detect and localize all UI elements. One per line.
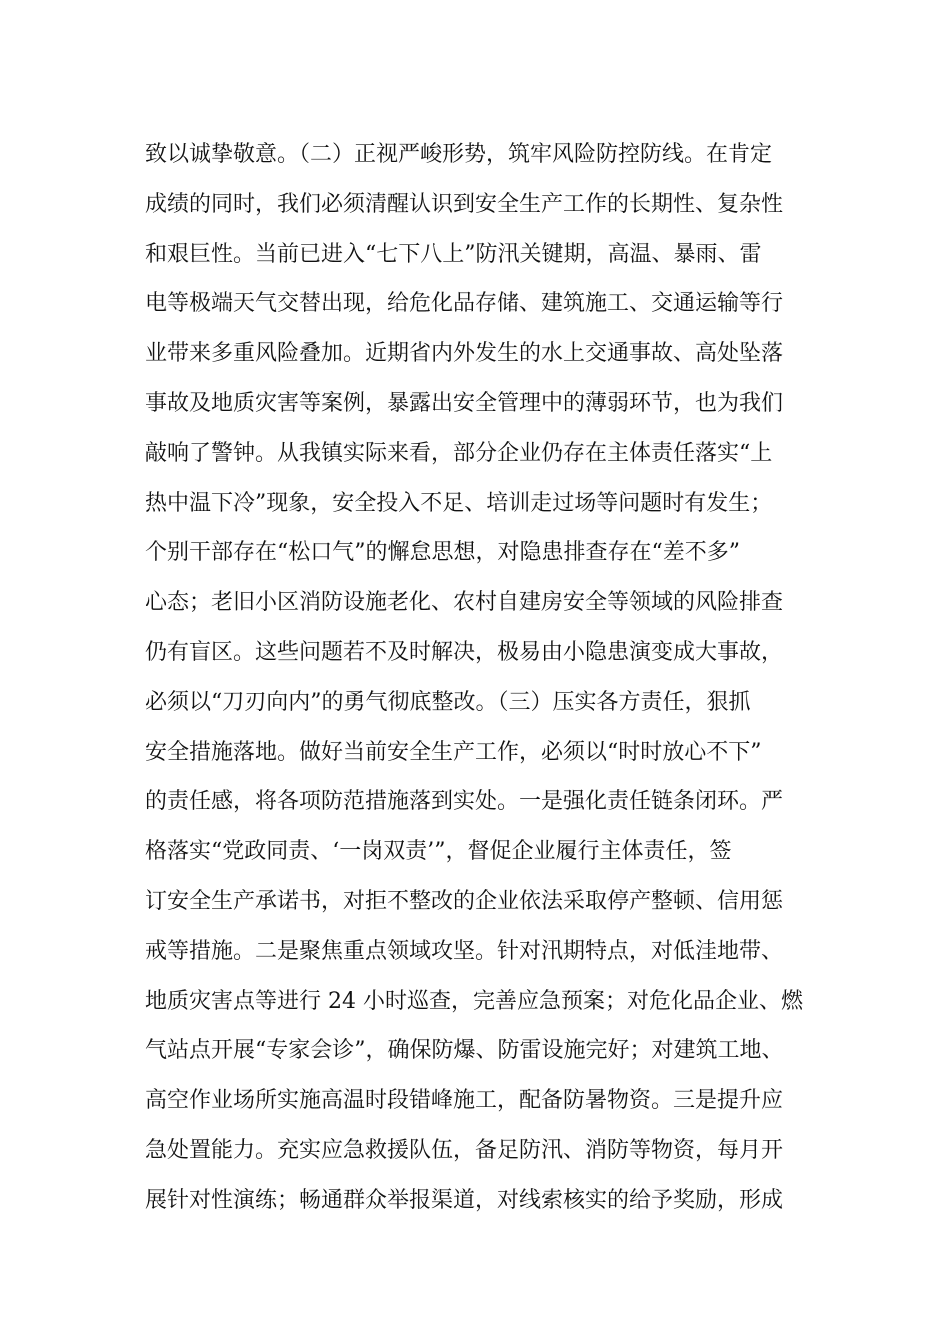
text-line: 展针对性演练；畅通群众举报渠道，对线索核实的给予奖励，形成 bbox=[145, 1187, 784, 1213]
text-line: 致以诚挚敬意。（二）正视严峻形势，筑牢风险防控防线。在肯定 bbox=[145, 142, 773, 167]
body-text bbox=[145, 130, 835, 1226]
text-line: 格落实“党政同责、‘一岗双责’”，督促企业履行主体责任，签 bbox=[145, 839, 732, 865]
text-line: 仍有盲区。这些问题若不及时解决，极易由小隐患演变成大事故， bbox=[145, 639, 784, 665]
text-line: 气站点开展“专家会诊”，确保防爆、防雷设施完好；对建筑工地、 bbox=[145, 1038, 784, 1064]
text-line: 成绩的同时，我们必须清醒认识到安全生产工作的长期性、复杂性 bbox=[145, 191, 784, 217]
text-line: 个别干部存在“松口气”的懈怠思想，对隐患排查存在“差不多” bbox=[145, 540, 740, 566]
text-line: 电等极端天气交替出现，给危化品存储、建筑施工、交通运输等行 bbox=[145, 291, 784, 317]
text-line: 戒等措施。二是聚焦重点领域攻坚。针对汛期特点，对低洼地带、 bbox=[145, 938, 784, 964]
text-line: 的责任感，将各项防范措施落到实处。一是强化责任链条闭环。严 bbox=[145, 789, 784, 815]
text-line: 敲响了警钟。从我镇实际来看，部分企业仍存在主体责任落实“上 bbox=[145, 440, 773, 466]
text-line: 急处置能力。充实应急救援队伍，备足防汛、消防等物资，每月开 bbox=[145, 1137, 784, 1163]
text-line: 高空作业场所实施高温时段错峰施工，配备防暑物资。三是提升应 bbox=[145, 1088, 784, 1114]
text-line: 和艰巨性。当前已进入“七下八上”防汛关键期，高温、暴雨、雷 bbox=[145, 241, 762, 267]
text-line: 心态；老旧小区消防设施老化、农村自建房安全等领域的风险排查 bbox=[145, 590, 784, 616]
text-line: 事故及地质灾害等案例，暴露出安全管理中的薄弱环节，也为我们 bbox=[145, 390, 784, 416]
text-line: 业带来多重风险叠加。近期省内外发生的水上交通事故、高处坠落 bbox=[145, 341, 784, 367]
text-line: 订安全生产承诺书，对拒不整改的企业依法采取停产整顿、信用惩 bbox=[145, 888, 784, 914]
text-line: 必须以“刀刃向内”的勇气彻底整改。（三）压实各方责任，狠抓 bbox=[145, 689, 751, 715]
text-line: 地质灾害点等进行 24 小时巡查，完善应急预案；对危化品企业、燃 bbox=[145, 988, 803, 1014]
text-line: 安全措施落地。做好当前安全生产工作，必须以“时时放心不下” bbox=[145, 739, 762, 765]
text-line: 热中温下冷”现象，安全投入不足、培训走过场等问题时有发生； bbox=[145, 490, 773, 516]
